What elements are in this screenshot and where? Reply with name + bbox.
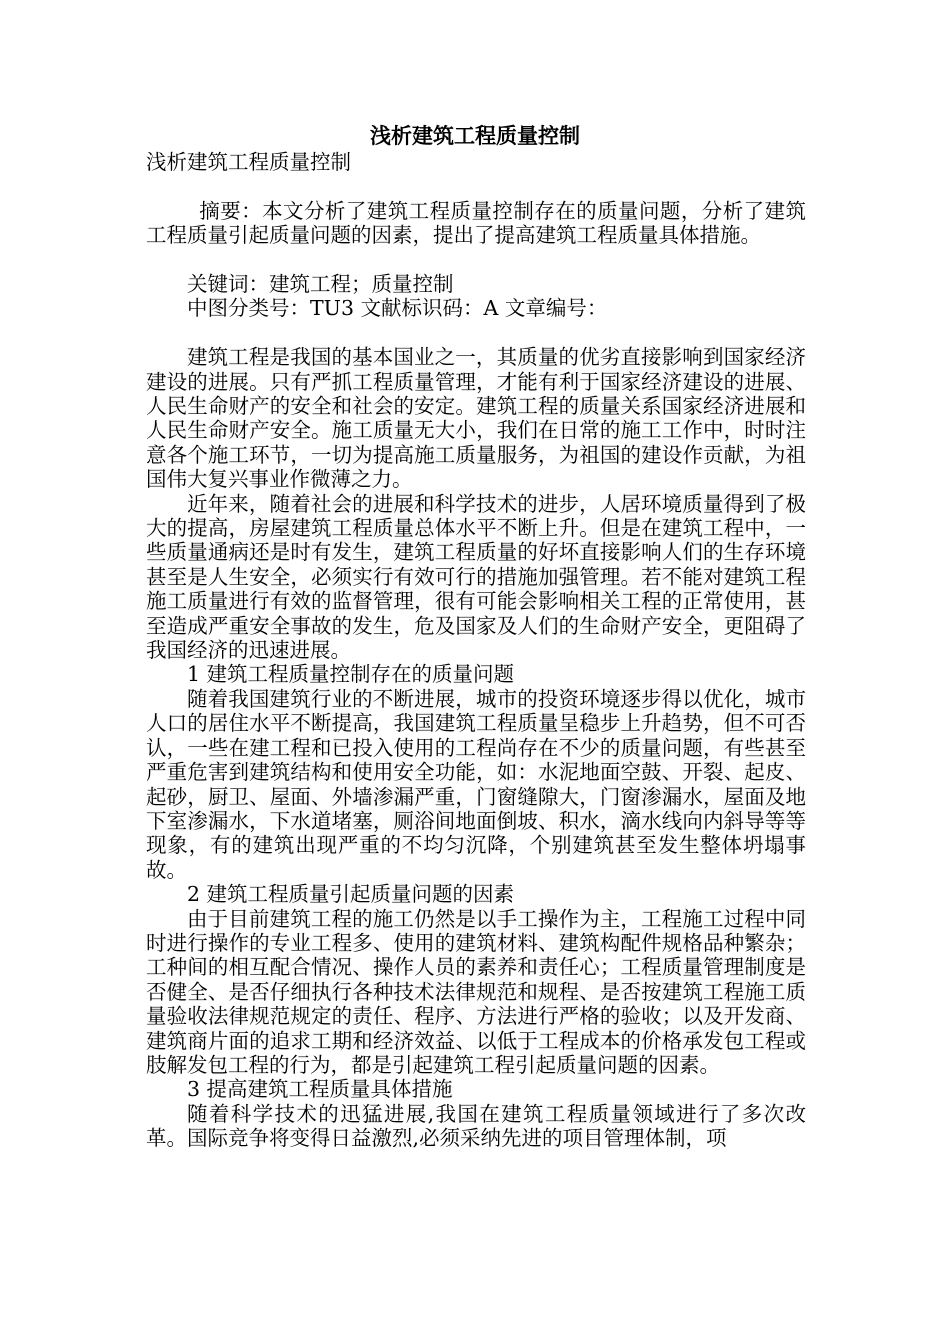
section-2-heading: 2 建筑工程质量引起质量问题的因素 xyxy=(187,882,515,907)
document-title: 浅析建筑工程质量控制 xyxy=(370,124,580,148)
section-3-heading: 3 提高建筑工程质量具体措施 xyxy=(187,1077,453,1102)
intro-paragraph-2: 近年来，随着社会的进展和科学技术的进步，人居环境质量得到了极大的提高，房屋建筑工程质量总体水平不断上升。但是在建筑工程中，一些质量通病还是时有发生，建筑工程质量的好坏直接影响人们的生存环境甚至是人生安全，必须实行有效可行的措施加强管理。若不能对建筑工程施工质量进行有效的监督管理，很有可能会影响相关工程的正常使用，甚至造成严重安全事故的发生，危及国家及人们的生命财产安全，更阻碍了我国经济的迅速进展。 xyxy=(146,491,806,663)
section-2-paragraph: 由于目前建筑工程的施工仍然是以手工操作为主，工程施工过程中同时进行操作的专业工程多、使用的建筑材料、建筑构配件规格品种繁杂；工种间的相互配合情况、操作人员的素养和责任心；工程质量管理制度是否健全、是否仔细执行各种技术法律规范和规程、是否按建筑工程施工质量验收法律规范规定的责任、程序、方法进行严格的验收；以及开发商、建筑商片面的追求工期和经济效益、以低于工程成本的价格承发包工程或肢解发包工程的行为，都是引起建筑工程引起质量问题的因素。 xyxy=(146,906,806,1077)
intro-paragraph-1: 建筑工程是我国的基本国业之一，其质量的优劣直接影响到国家经济建设的进展。只有严抓工程质量管理，才能有利于国家经济建设的进展、人民生命财产的安全和社会的安定。建筑工程的质量关系国家经济进展和人民生命财产安全。施工质量无大小，我们在日常的施工工作中，时时注意各个施工环节，一切为提高施工质量服务，为祖国的建设作贡献，为祖国伟大复兴事业作微薄之力。 xyxy=(146,345,806,492)
document-subtitle: 浅析建筑工程质量控制 xyxy=(146,150,351,174)
classification-line: 中图分类号：TU3 文献标识码：A 文章编号： xyxy=(187,296,608,321)
section-1-paragraph: 随着我国建筑行业的不断进展，城市的投资环境逐步得以优化，城市人口的居住水平不断提高，我国建筑工程质量呈稳步上升趋势，但不可否认，一些在建工程和已投入使用的工程尚存在不少的质量问题，有些甚至严重危害到建筑结构和使用安全功能，如：水泥地面空鼓、开裂、起皮、起砂，厨卫、屋面、外墙渗漏严重，门窗缝隙大，门窗渗漏水，屋面及地下室渗漏水，下水道堵塞，厕浴间地面倒坡、积水，滴水线向内斜导等等现象，有的建筑出现严重的不均匀沉降，个别建筑甚至发生整体坍塌事故。 xyxy=(146,686,806,882)
keywords-line: 关键词：建筑工程；质量控制 xyxy=(187,272,454,296)
document-body xyxy=(146,150,806,1151)
section-3-paragraph: 随着科学技术的迅猛进展,我国在建筑工程质量领域进行了多次改革。国际竞争将变得日益激烈,必须采纳先进的项目管理体制，项 xyxy=(146,1101,806,1151)
section-1-heading: 1 建筑工程质量控制存在的质量问题 xyxy=(187,662,515,687)
abstract-paragraph: 摘要：本文分析了建筑工程质量控制存在的质量问题，分析了建筑工程质量引起质量问题的因素，提出了提高建筑工程质量具体措施。 xyxy=(146,198,806,248)
